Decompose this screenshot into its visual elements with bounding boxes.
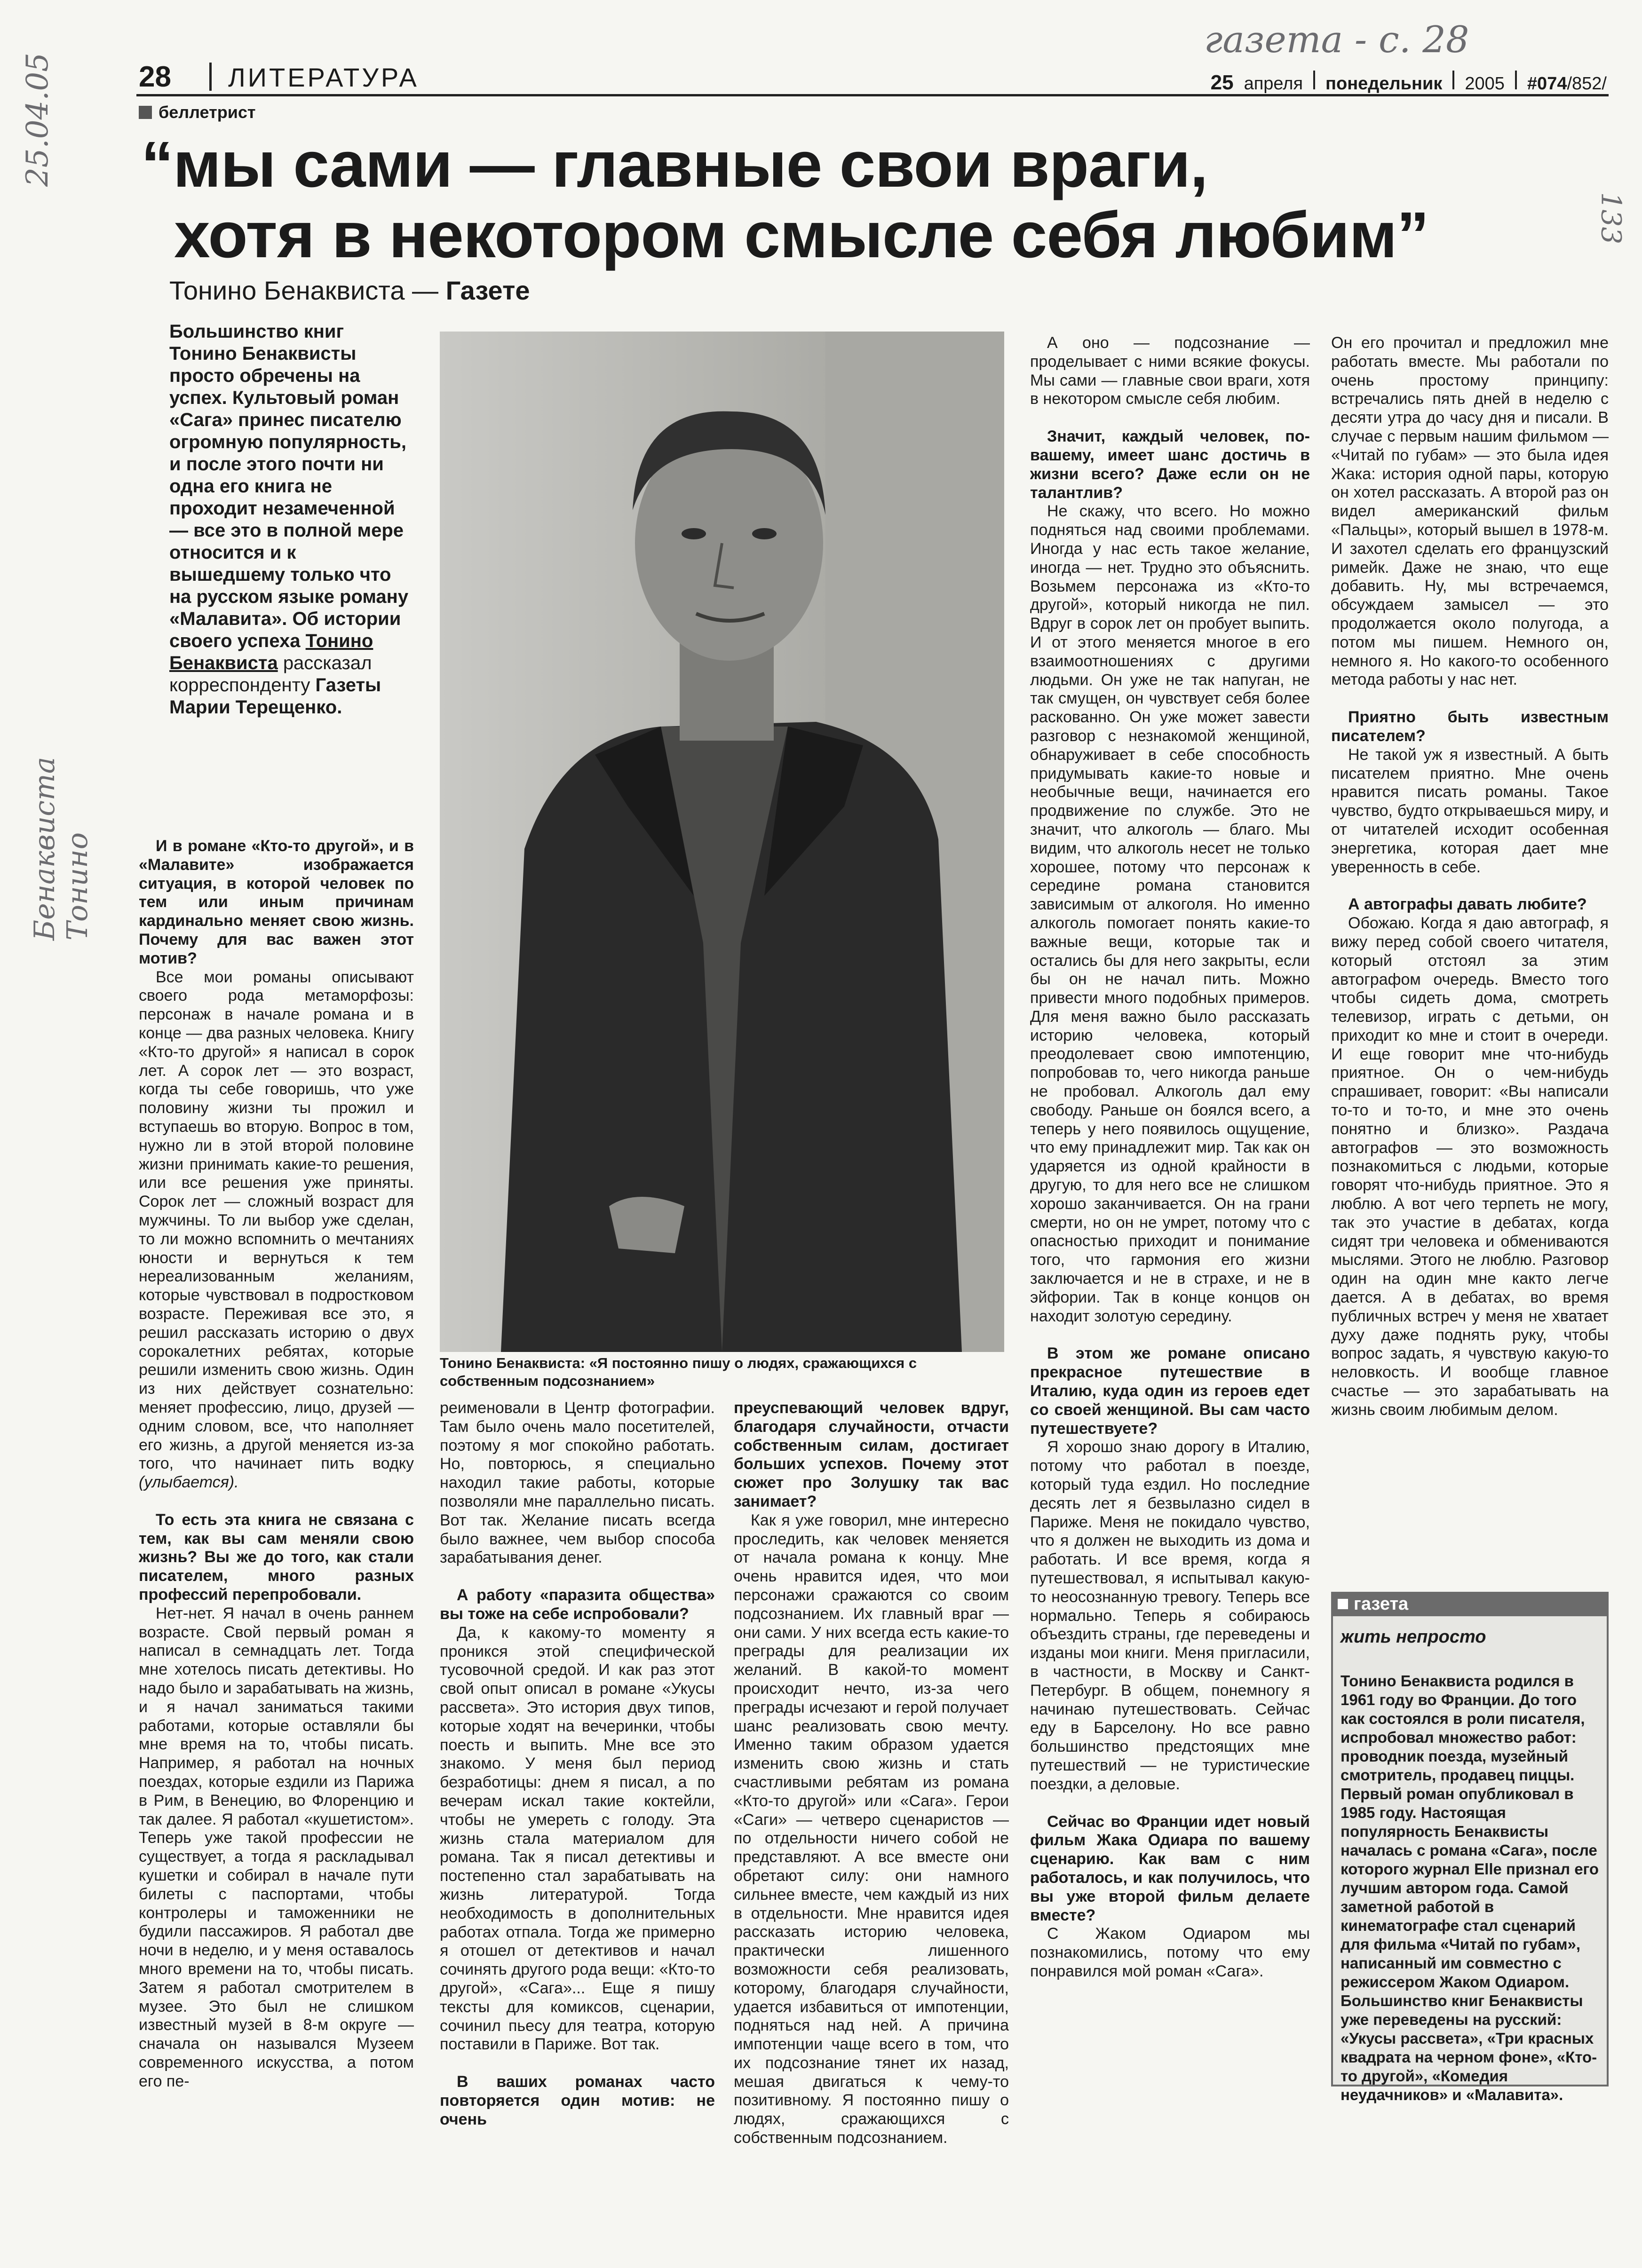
- answer: Я хорошо знаю дорогу в Италию, потому что работал в поезде, который туда ездил. Но последние десять лет я безвылазно сидел в Париже. Меня не покидало чувство, что я должен не выходить из дома и работать. И все время, когда я путешествовал, я испытывал какую-то неосознанную тревогу. Теперь все нормально. Теперь я собираюсь объездить страны, где переведены и изданы мои книги. Меня пригласили, в частности, в Москву и Санкт-Петербург. В общем, понемногу я начинаю путешествовать. Сейчас еду в Барселону. Но все равно большинство предстоящих мне путешествий — не туристические поездки, а деловые.: [1030, 1438, 1310, 1793]
- answer: С Жаком Одиаром мы познакомились, потому что ему понравился мой роман «Сага».: [1030, 1925, 1310, 1980]
- column-1: [139, 837, 414, 2091]
- question: А автографы давать любите?: [1348, 895, 1587, 914]
- answer: Не такой уж я известный. А быть писателем приятно. Мне очень нравится писать романы. Такое чувство, будто открываешься миру, и от читателей исходит особенная энергетика, которая дает мне уверенность в себе.: [1331, 745, 1609, 876]
- section-title: ЛИТЕРАТУРА: [228, 63, 419, 92]
- answer: Все мои романы описывают своего рода метаморфозы: персонаж в начале романа и в конце — два разных человека. Книгу «Кто-то другой» я написал в сорок лет. А сорок лет — это возраст, когда ты себе говоришь, что уже половину жизни ты прожил и вступаешь во вторую. Вопрос в том, нужно ли в этой второй половине жизни принимать какие-то решения, или все решения уже приняты. Сорок лет — сложный возраст для мужчины. То ли выбор уже сделан, то ли можно вспомнить о мечтаниях юности и вернуться к тем нереализованным желаниям, которые чувствовал в подростковом возрасте. Переживая все это, я решил рассказать историю о двух сорокалетних ребятах, которые решили изменить свою жизнь. Один из них действует сознательно: меняет профессию, лицо, друзей — одним словом, все, что наполняет его жизнь, а другой меняется из-за того, что начинает пить водку (улыбается).: [139, 968, 414, 1492]
- answer: Обожаю. Когда я даю автограф, я вижу перед собой своего читателя, который отстоял за этим автографом очередь. Вместо того чтобы сидеть дома, смотреть телевизор, играть с детьми, он приходит ко мне и стоит в очереди. И еще говорит мне что-нибудь приятное. Он о чем-нибудь спрашивает, говорит: «Вы написали то-то и то-то, и мне это очень понятно и близко». Раздача автографов — это возможность познакомиться с людьми, которые говорят что-нибудь приятное. Это я люблю. А вот чего терпеть не могу, так это участие в дебатах, когда сидят три человека и обмениваются мыслями. Этого не люблю. Разговор один на один мне както легче дается. А в дебатах, во время публичных встреч у меня не хватает духу даже поднять руку, чтобы вопрос задать, я чувствую какую-то неловкость. И вообще главное счастье — это зарабатывать на жизнь своим любимым делом.: [1331, 914, 1609, 1419]
- column-5: [1331, 334, 1609, 1420]
- handwritten-name: Бенаквиста Тонино: [28, 757, 94, 940]
- header-divider: [209, 63, 212, 91]
- headline-line-2: хотя в некотором смысле себя любим”: [174, 199, 1429, 271]
- byline-author: Тонино Бенаквиста: [169, 276, 405, 305]
- answer: реименовали в Центр фотографии. Там было очень мало посетителей, поэтому я мог спокойно работать. Но, повторюсь, я специально находил такие работы, которые позволяли мне параллельно писать. Вот так. Желание писать всегда было важнее, чем выбор способа зарабатывания денег.: [440, 1399, 715, 1567]
- date-month: апреля: [1244, 74, 1303, 94]
- issue-info: [1211, 71, 1607, 95]
- answer: А оно — подсознание — проделывает с ними всякие фокусы. Мы сами — главные свои враги, хотя в некотором смысле себя любим.: [1030, 334, 1310, 408]
- question: А работу «паразита общества» вы тоже на себе испробовали?: [440, 1586, 715, 1623]
- question: Значит, каждый человек, по-вашему, имеет шанс достичь в жизни всего? Даже если он не талантлив?: [1030, 427, 1310, 502]
- answer: Он его прочитал и предложил мне работать вместе. Мы работали по очень простому принципу: встречались пять дней в неделю с десяти утра до часу дня и писали. В случае с первым нашим фильмом — «Читай по губам» — это была идея Жака: история одной пары, которую он хотел рассказать. А второй раз он видел американский фильм «Пальцы», который вышел в 1978-м. И захотел сделать его французский римейк. Даже не знаю, что еще добавить. Ну, мы встречаемся, обсуждаем замысел — это продолжается около полугода, а потом мы пишем. Немного он, немного я. Но какого-то особенного метода работы у нас нет.: [1331, 334, 1609, 689]
- column-4: [1030, 334, 1310, 1981]
- question: То есть эта книга не связана с тем, как вы сам меняли свою жизнь? Вы же до того, как стали писателем, много разных профессий перепробовали.: [139, 1510, 414, 1604]
- lead-text-2: рассказал корреспонденту: [169, 653, 372, 695]
- lead-reporter: Марии Терещенко: [169, 697, 337, 718]
- byline-dash: —: [405, 276, 446, 305]
- answer-note: (улыбается).: [139, 1473, 239, 1492]
- sidebar-title: жить непросто: [1341, 1627, 1486, 1647]
- weekday: понедельник: [1325, 74, 1443, 94]
- lead-end: .: [337, 697, 342, 718]
- author-photo-drawing: [440, 332, 1004, 1352]
- sidebar-square-icon: [1338, 1599, 1348, 1609]
- author-photo: [440, 332, 1004, 1352]
- rubric-label: беллетрист: [159, 103, 256, 122]
- separator: [1515, 71, 1517, 89]
- sidebar-label-text: газета: [1354, 1594, 1409, 1614]
- lead-author-name: Тонино Бенаквиста: [169, 631, 373, 673]
- column-2: [440, 1399, 715, 2129]
- issue-number: #074: [1527, 74, 1567, 94]
- separator: [1452, 71, 1454, 89]
- lead-text: Большинство книг Тонино Бенаквисты просто обречены на успех. Культовый роман «Сага» принес писателю огромную популярность, и после этого почти ни одна его книга не проходит незамеченной — все это в полной мере относится и к вышедшему только что на русском языке роману «Малавита». Об истории своего успеха: [169, 321, 409, 651]
- separator: [1313, 71, 1315, 89]
- question: В ваших романах часто повторяется один мотив: не очень: [440, 2073, 715, 2128]
- issue-total: /852/: [1567, 74, 1607, 94]
- handwritten-number: 133: [1595, 192, 1627, 245]
- column-3: [734, 1399, 1009, 2148]
- photo-caption: Тонино Бенаквиста: «Я постоянно пишу о людях, сражающихся с собственным подсознанием»: [440, 1355, 917, 1389]
- question: В этом же романе описано прекрасное путешествие в Италию, куда один из героев едет со своей женщиной. Вы сам часто путешествуете?: [1030, 1344, 1310, 1438]
- byline-paper: Газете: [445, 276, 530, 305]
- question: И в романе «Кто-то другой», и в «Малавите» изображается ситуация, в которой человек по тем или иным причинам кардинально меняет свою жизнь. Почему для вас важен этот мотив?: [139, 837, 414, 967]
- answer: Как я уже говорил, мне интересно проследить, как человек меняется от начала романа к концу. Мне очень нравится идея, что мои персонажи сражаются со своим подсознанием. Их главный враг — они сами. У них всегда есть какие-то преграды для реализации их желаний. В какой-то момент происходит нечто, из-за чего преграды исчезают и герой получает шанс реализовать свою мечту. Именно таким образом удается изменить свою жизнь и стать счастливыми ребятам из романа «Кто-то другой» или «Сага». Герои «Саги» — четверо сценаристов — по отдельности ничего собой не представляют. А все вместе они обретают силу: они намного сильнее вместе, чем каждый из них в отдельности. Мне нравится идея рассказать историю человека, практически лишенного возможности себя реализовать, которому, благодаря случайности, удается избавиться от импотенции, подняться над ней. А причина импотенции чаще всего в том, что их подсознание тянет их назад, мешая двигаться к чему-то позитивному. Я постоянно пишу о людях, сражающихся с собственным подсознанием.: [734, 1511, 1009, 2147]
- date-day: 25: [1210, 71, 1234, 94]
- answer: Нет-нет. Я начал в очень раннем возрасте. Свой первый роман я написал в семнадцать лет. Тогда мне хотелось писать детективы. Но надо было и зарабатывать на жизнь, и я начал заниматься такими работами, которые оставляли бы мне время на то, чтобы писать. Например, я работал на ночных поездах, которые ездили из Парижа в Рим, в Венецию, во Флоренцию и так далее. Я работал «кушетистом». Теперь уже такой профессии не существует, а тогда я раскладывал кушетки и собирал в начале пути билеты с паспортами, чтобы контролеры и таможенники не будили пассажиров. Я работал две ночи в неделю, и у меня оставалось много времени на то, чтобы писать. Затем я работал смотрителем в музее. Это был не слишком известный музей в 8-м округе — сначала он назывался Музеем современного искусства, а потом его пе-: [139, 1604, 414, 2090]
- handwritten-date: 25.04.05: [20, 53, 55, 187]
- handwritten-note: газета - с. 28: [1204, 19, 1469, 61]
- header-rule: [136, 94, 1609, 96]
- question: Приятно быть известным писателем?: [1331, 708, 1609, 745]
- question: преуспевающий человек вдруг, благодаря случайности, отчасти собственным силам, достигает больших успехов. Почему этот сюжет про Золушку так вас занимает?: [734, 1399, 1009, 1510]
- sidebar-label: [1331, 1592, 1609, 1616]
- page-number: 28: [139, 61, 171, 93]
- lead-paper: Газеты: [315, 675, 381, 695]
- year: 2005: [1465, 74, 1505, 94]
- byline: [169, 275, 530, 306]
- answer: Не скажу, что всего. Но можно подняться над своими проблемами. Иногда у нас есть такое желание, иногда — нет. Трудно это объяснить. Возьмем персонажа из «Кто-то другой», который никогда не пил. Вдруг в сорок лет он пробует выпить. И от этого меняется многое в его взаимоотношениях с другими людьми. Он уже не так напуган, не так смущен, он чувствует себя более раскованно. Он уже может завести разговор с незнакомой женщиной, обнаруживает в себе способность придумывать какие-то новые и необычные вещи, начинается его продвижение по службе. Это не значит, что алкоголь — благо. Мы видим, что алкоголь несет не только хорошее, потому что персонаж к середине романа становится зависимым от алкоголя. Но именно алкоголь помогает понять какие-то важные вещи, которые так и остались бы для него закрыты, если бы он не начал пить. Можно привести много подобных примеров. Для меня важно было рассказать историю человека, который преодолевает свою импотенцию, попробовав то, чего никогда раньше не пробовал. Алкоголь дал ему свободу. Раньше он боялся всего, а теперь у него появилось ощущение, что ему принадлежит мир. Так как он ударяется из одной крайности в другую, то для него все не слишком хорошо заканчивается. Он на грани смерти, но он не умрет, потому что с опасностью приходит и понимание того, что гармония его жизни заключается и не в страхе, и не в эйфории. Так в конце концов он находит золотую середину.: [1030, 502, 1310, 1325]
- question: Сейчас во Франции идет новый фильм Жака Одиара по вашему сценарию. Как вам с ним работалось, и как получилось, что вы уже второй фильм делаете вместе?: [1030, 1812, 1310, 1924]
- headline-line-1: “мы сами — главные свои враги,: [141, 128, 1208, 201]
- lead-paragraph: [169, 321, 414, 719]
- rubric: [139, 103, 255, 122]
- sidebar-text: Тонино Бенаквиста родился в 1961 году во Франции. До того как состоялся в роли писателя, испробовал множество работ: проводник поезда, музейный смотритель, продавец пиццы. Первый роман опубликовал в 1985 году. Настоящая популярность Бенаквисты началась с романа «Сага», после которого журнал Elle признал его лучшим автором года. Самой заметной работой в кинематографе стал сценарий для фильма «Читай по губам», написанный им совместно с режиссером Жаком Одиаром. Большинство книг Бенаквисты уже переведены на русский: «Укусы рассвета», «Три красных квадрата на черном фоне», «Кто-то другой», «Комедия неудачников» и «Малавита».: [1341, 1672, 1599, 2103]
- rubric-square-icon: [139, 106, 152, 119]
- answer: Да, к какому-то моменту я проникся этой специфической тусовочной средой. И как раз этот свой опыт описал в романе «Укусы рассвета». Это история двух типов, которые ходят на вечеринки, чтобы поесть и выпить. Мне все это знакомо. У меня был период безработицы: днем я писал, а по вечерам искал такие коктейли, чтобы не умереть с голоду. Эта жизнь стала материалом для романа. Так я писал детективы и постепенно стал зарабатывать на жизнь литературой. Тогда необходимость в дополнительных работах отпала. Тогда же примерно я отошел от детективов и начал сочинять другого рода вещи: «Кто-то другой», «Сага»... Еще я пишу тексты для комиксов, сценарии, сочинил пьесу для театра, которую поставили в Париже. Вот так.: [440, 1623, 715, 2054]
- headline: [141, 129, 1618, 270]
